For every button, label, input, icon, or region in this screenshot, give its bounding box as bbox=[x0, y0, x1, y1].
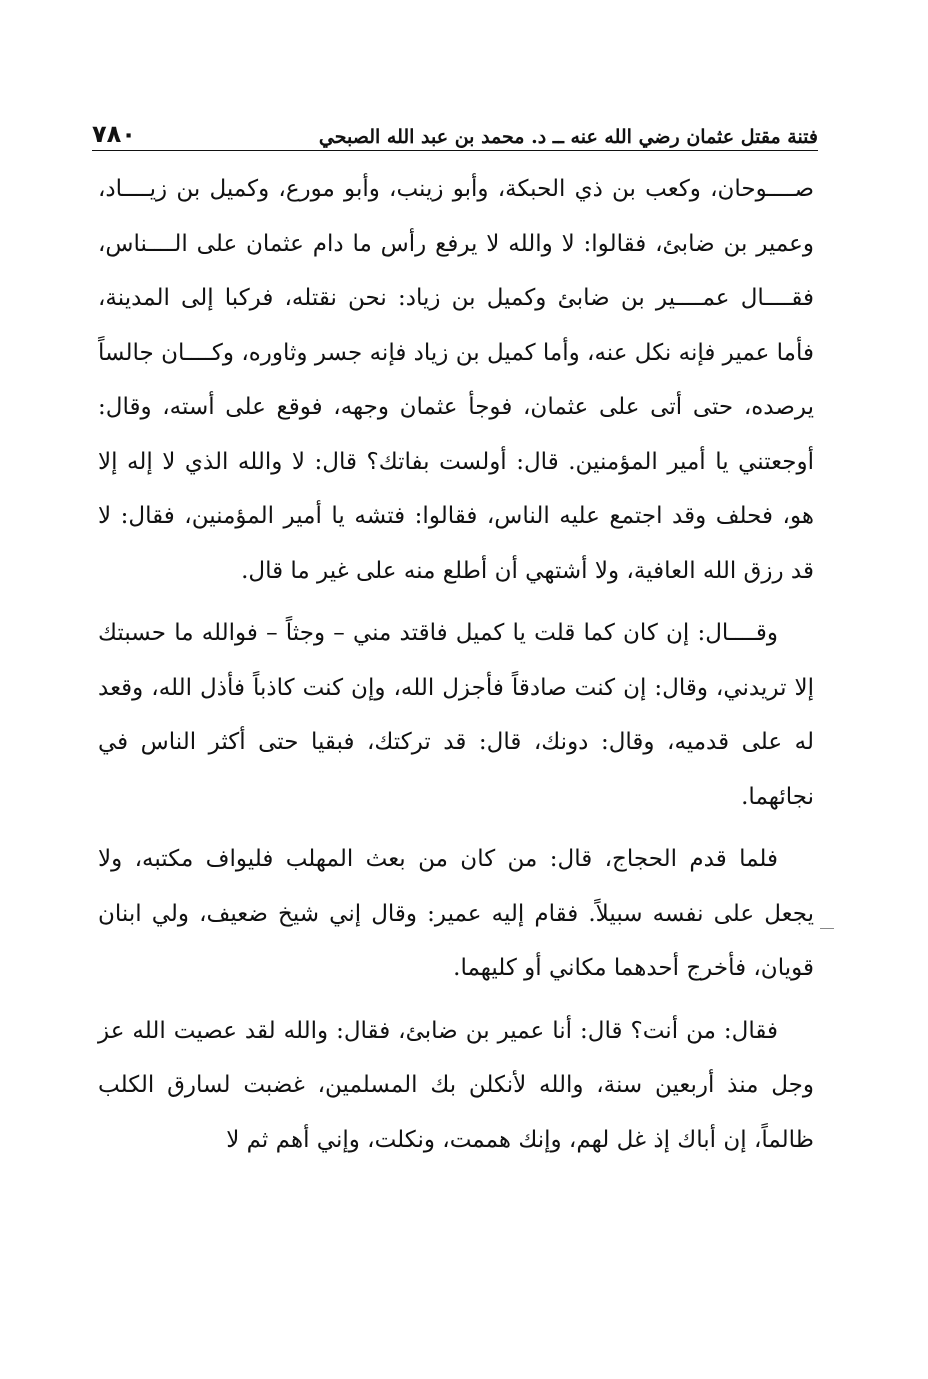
paragraph-4: فقال: من أنت؟ قال: أنا عمير بن ضابئ، فقال: والله لقد عصيت الله عز وجل منذ أربعين سنة، والله لأنكلن بك المسلمين، غضبت لسارق الكلب ظالماً، إن أباك إذ غل لهم، وإنك هممت، ونكلت، وإني أهم ثم لا bbox=[98, 1017, 814, 1153]
running-header bbox=[92, 108, 818, 148]
paragraph-2: وقــــال: إن كان كما قلت يا كميل فاقتد مني – وجثاً – فوالله ما حسبتك إلا تريدني، وقال: إن كنت صادقاً فأجزل الله، وإن كنت كاذباً فأذل الله، وقعد له على قدميه، وقال: دونك، قال: قد تركتك، فبقيا حتى أكثر الناس في نجائهما. bbox=[98, 620, 814, 810]
paragraph-3: فلما قدم الحجاج، قال: من كان من بعث المهلب فليواف مكتبه، ولا يجعل على نفسه سبيلاً. فقام إليه عمير: وقال إني شيخ ضعيف، ولي ابنان قويان، فأخرج أحدهما مكاني أو كليهما. bbox=[98, 846, 814, 981]
header-title: فتنة مقتل عثمان رضي الله عنه ــ د. محمد بن عبد الله الصبحي bbox=[318, 126, 818, 148]
margin-mark bbox=[820, 928, 834, 929]
page-number: ٧٨٠ bbox=[92, 120, 136, 148]
body-text bbox=[98, 162, 814, 1167]
paragraph-1: صــــوحان، وكعب بن ذي الحبكة، وأبو زينب، وأبو مورع، وكميل بن زيــــاد، وعمير بن ضابئ، فقالوا: لا والله لا يرفع رأس ما دام عثمان على الــــناس، فقــــال عمــــير بن ضابئ وكميل بن زياد: نحن نقتله، فركبا إلى المدينة، فأما عمير فإنه نكل عنه، وأما كميل بن زياد فإنه جسر وثاوره، وكــــان جالساً يرصده، حتى أتى على عثمان، فوجأ عثمان وجهه، فوقع على أسته، وقال: أوجعتني يا أمير المؤمنين. قال: أولست بفاتك؟ قال: لا والله الذي لا إله إلا هو، فحلف وقد اجتمع عليه الناس، فقالوا: فتشه يا أمير المؤمنين، فقال: لا قد رزق الله العافية، ولا أشتهي أن أطلع منه على غير ما قال. bbox=[98, 176, 814, 584]
header-rule bbox=[92, 150, 818, 151]
